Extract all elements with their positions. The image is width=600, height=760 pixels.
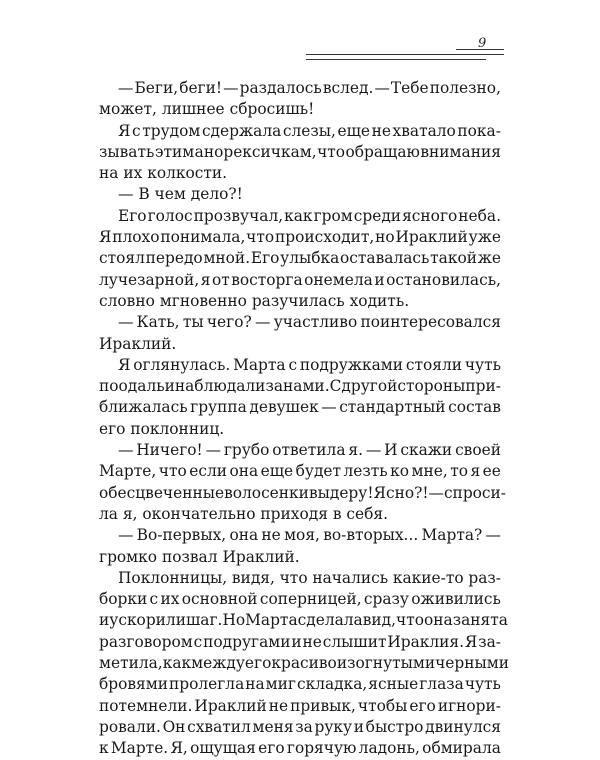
- text-line: бровями пролегла на миг складка, ясные глаза чуть: [99, 675, 501, 694]
- body-text: [99, 78, 509, 760]
- text-line: разговором с подругами и не слышит Ираклия. Я за-: [99, 632, 501, 651]
- text-line: Его голос прозвучал, как гром среди ясного неба.: [118, 206, 501, 225]
- text-line: и ускорили шаг. Но Марта сделала вид, что она занята: [99, 611, 508, 630]
- text-line: метила, как между его красиво изогнутыми черными: [99, 654, 509, 673]
- text-line: — Беги, беги! — раздалось вслед. — Тебе полезно,: [118, 79, 501, 97]
- text-line: поодаль и наблюдали за нами. С другой стороны при-: [99, 377, 501, 396]
- text-line: Я оглянулась. Марта с подружками стояли чуть: [118, 355, 501, 374]
- text-line: лучезарной, я от восторга онемела и остановилась,: [99, 270, 501, 289]
- text-line: потемнели. Ираклий не привык, чтобы его игнори-: [99, 696, 501, 715]
- text-line: его поклонниц.: [99, 419, 225, 438]
- text-line: на их колкости.: [99, 164, 228, 183]
- text-line: зывать этим анорексичкам, что обращаю внимания: [99, 142, 501, 161]
- text-line: Поклонницы, видя, что начались какие-то раз-: [118, 568, 501, 587]
- text-line: — Кать, ты чего? — участливо поинтересовался: [118, 313, 501, 332]
- text-line: ровали. Он схватил меня за руку и быстро двинулся: [99, 717, 501, 736]
- header-rule-top: [306, 54, 504, 55]
- page-number: 9: [478, 36, 487, 51]
- text-line: Ираклий.: [99, 334, 177, 353]
- text-line: обесцвеченные волосенки выдеру! Ясно?! — спроси-: [99, 483, 507, 502]
- text-line: ближалась группа девушек — стандартный состав: [99, 398, 501, 417]
- text-line: Я с трудом сдержала слезы, еще не хватало пока-: [118, 121, 501, 140]
- text-line: громко позвал Ираклий.: [99, 547, 300, 566]
- text-line: Я плохо понимала, что происходит, но Ираклий уже: [99, 228, 501, 247]
- text-line: может, лишнее сбросишь!: [99, 100, 315, 119]
- text-line: — Во-первых, она не моя, во-вторых... Марта? —: [118, 526, 501, 545]
- text-line: — В чем дело?!: [118, 185, 243, 204]
- text-line: — Ничего! — грубо ответила я. — И скажи своей: [118, 441, 501, 460]
- text-line: стоял передо мной. Его улыбка оставалась такой же: [99, 249, 501, 268]
- text-line: борки с их основной соперницей, сразу оживились: [99, 590, 501, 609]
- text-line: ла я, окончательно приходя в себя.: [99, 504, 389, 523]
- text-line: словно мгновенно разучилась ходить.: [99, 291, 410, 310]
- text-line: Марте, что если она еще будет лезть ко мне, то я ее: [99, 462, 501, 481]
- header-rule-bottom: [306, 59, 486, 60]
- text-line: к Марте. Я, ощущая его горячую ладонь, обмирала: [99, 739, 501, 758]
